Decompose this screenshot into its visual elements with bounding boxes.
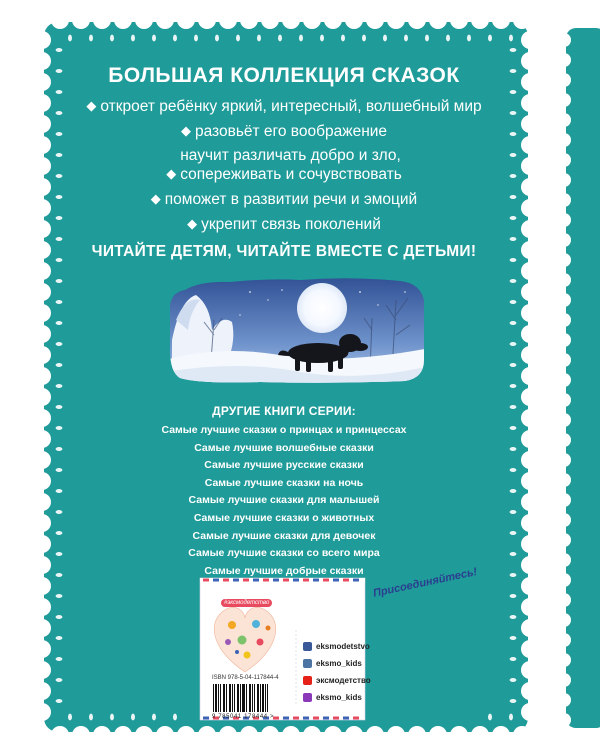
social-facebook: eksmodetstvo bbox=[303, 640, 370, 653]
series-book-item: Самые лучшие русские сказки bbox=[204, 459, 364, 472]
isbn-number: ISBN 978-5-04-117844-4 bbox=[212, 675, 279, 681]
brand-hashtag: #эксмодетство bbox=[221, 599, 272, 607]
benefit-list bbox=[60, 96, 508, 239]
bullet-icon: ◆ bbox=[166, 166, 177, 181]
series-book-item: Самые лучшие волшебные сказки bbox=[194, 441, 374, 454]
benefit-item: ◆ откроет ребёнку яркий, интересный, волшебный мир bbox=[86, 98, 482, 115]
series-book-item: Самые лучшие сказки со всего мира bbox=[188, 547, 380, 560]
benefit-item: ◆ разовьёт его воображение bbox=[180, 123, 388, 140]
moon bbox=[297, 283, 347, 333]
barcode-digits: 9 785041 178444 > bbox=[212, 714, 275, 720]
social-youtube: эксмодетство bbox=[303, 674, 371, 687]
bullet-icon: ◆ bbox=[150, 191, 161, 206]
spine-strip bbox=[566, 28, 600, 728]
vk-icon bbox=[303, 659, 312, 668]
bullet-icon: ◆ bbox=[180, 123, 191, 138]
youtube-icon bbox=[303, 676, 312, 685]
winter-illustration bbox=[165, 275, 430, 395]
series-book-item: Самые лучшие сказки для малышей bbox=[188, 494, 380, 507]
social-instagram: eksmo_kids bbox=[303, 691, 362, 704]
instagram-icon bbox=[303, 693, 312, 702]
social-vk: eksmo_kids bbox=[303, 657, 362, 670]
series-book-item: Самые лучшие сказки о принцах и принцессах bbox=[161, 424, 407, 436]
series-book-list bbox=[60, 422, 508, 580]
series-title: ДРУГИЕ КНИГИ СЕРИИ: bbox=[212, 404, 356, 418]
facebook-icon bbox=[303, 642, 312, 651]
main-title: БОЛЬШАЯ КОЛЛЕКЦИЯ СКАЗОК bbox=[108, 64, 460, 87]
benefit-item: ◆ поможет в развитии речи и эмоций bbox=[150, 191, 418, 208]
benefit-item: ◆научит различать добро и зло, сопереживать и сочувствовать bbox=[166, 147, 402, 183]
slogan: ЧИТАЙТЕ ДЕТЯМ, ЧИТАЙТЕ ВМЕСТЕ С ДЕТЬМИ! bbox=[91, 243, 477, 260]
series-book-item: Самые лучшие сказки для девочек bbox=[192, 529, 376, 542]
series-book-item: Самые лучшие сказки о животных bbox=[193, 511, 375, 524]
series-book-item: Самые лучшие сказки на ночь bbox=[204, 476, 364, 489]
join-text: Присоединяйтесь! bbox=[372, 565, 479, 600]
bullet-icon: ◆ bbox=[86, 98, 97, 113]
bullet-icon: ◆ bbox=[187, 216, 198, 231]
series-book-item: Самые лучшие добрые сказки bbox=[204, 564, 364, 577]
benefit-item: ◆ укрепит связь поколений bbox=[187, 216, 381, 233]
